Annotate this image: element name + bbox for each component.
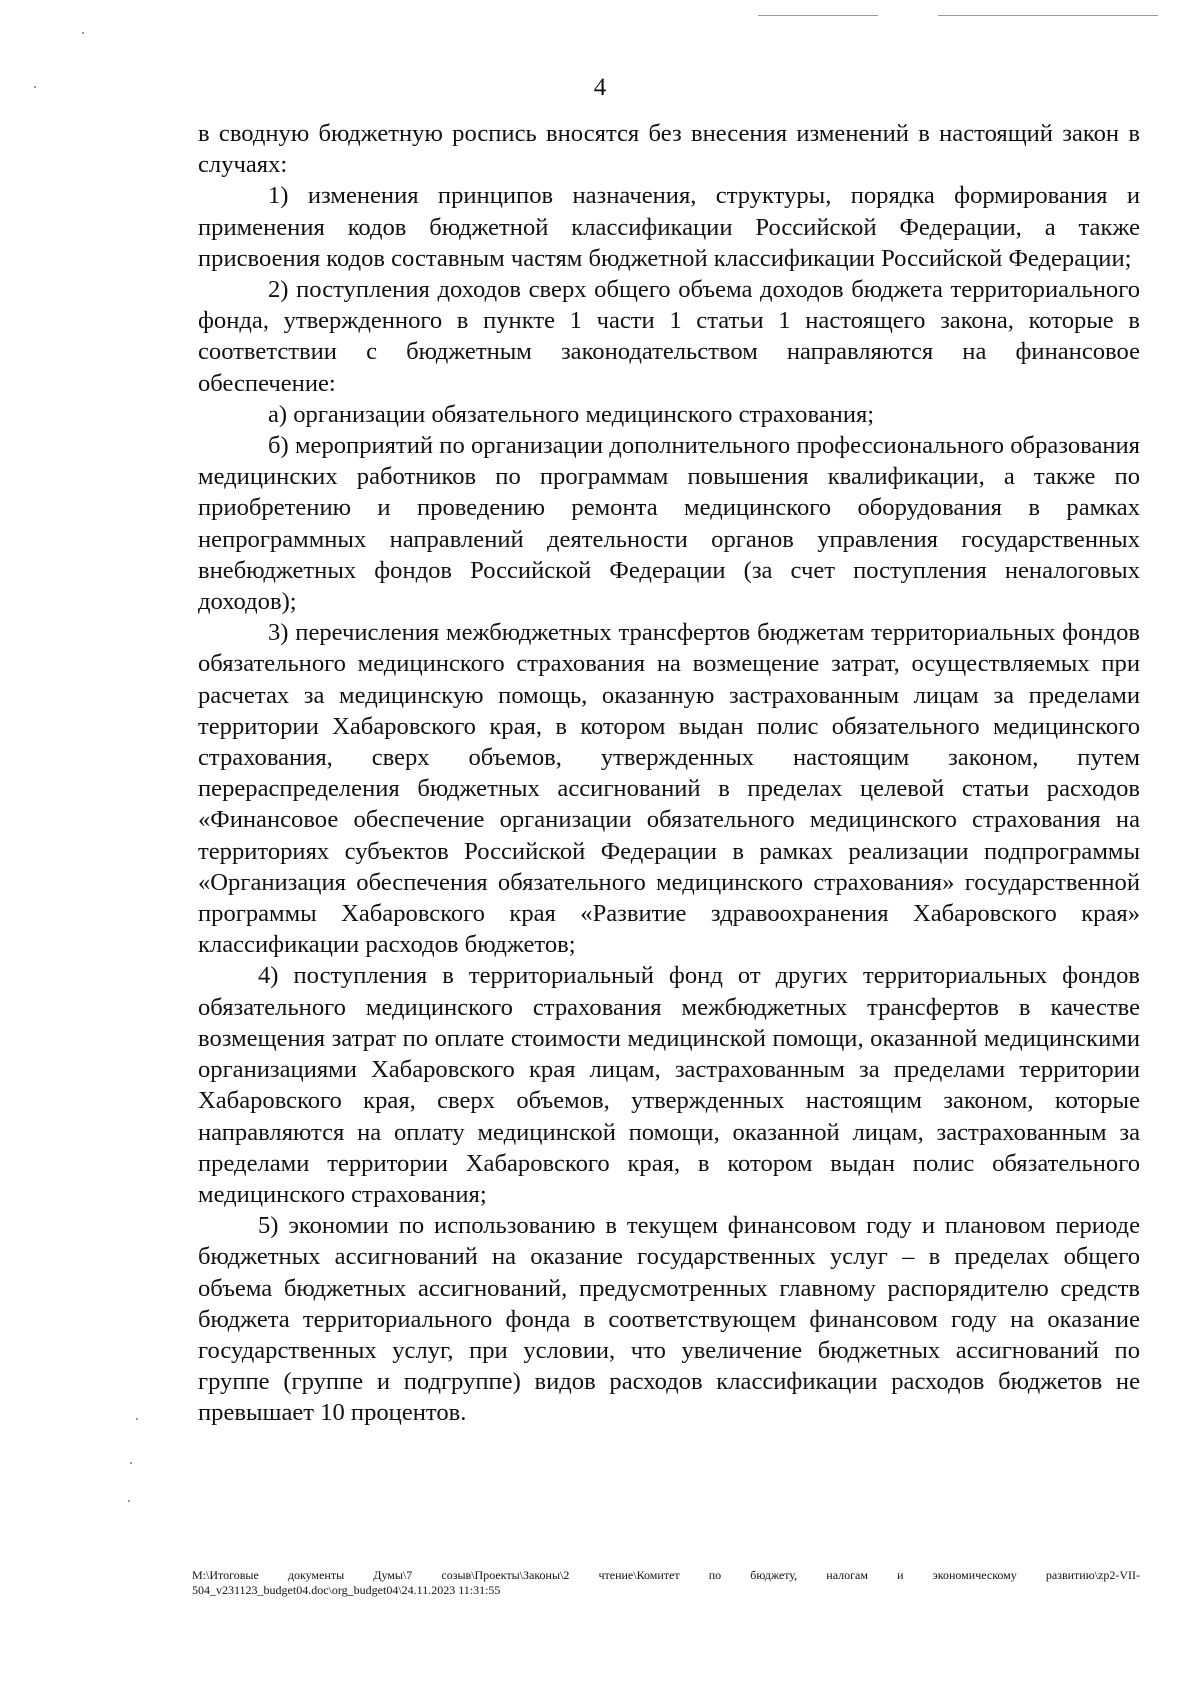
paragraph-item-3: 3) перечисления межбюджетных трансфертов бюджетам территориальных фондов обязательного медицинского страхования на возмещение затрат, осуществляемых при расчетах за медицинскую помощь, оказанную застрахованным лицам за пределами территории Хабаровского края, в котором выдан полис обязательного медицинского страхования, сверх объемов, утвержденных настоящим законом, путем перераспределения бюджетных ассигнований в пределах целевой статьи расходов «Финансовое обеспечение организации обязательного медицинского страхования на территориях субъектов Российской Федерации в рамках реализации подпрограммы «Организация обеспечения обязательного медицинского страхования» государственной программы Хабаровского края «Развитие здравоохранения Хабаровского края» классификации расходов бюджетов; [198,619,1140,959]
paragraph-subitem-b: б) мероприятий по организации дополнительного профессионального образования медицинских работников по программам повышения квалификации, а также по приобретению и проведению ремонта медицинского оборудования в рамках непрограммных направлений деятельности органов управления государственных внебюджетных фондов Российской Федерации (за счет поступления неналоговых доходов); [198,432,1140,616]
paragraph-item-5: 5) экономии по использованию в текущем финансовом году и плановом периоде бюджетных ассигнований на оказание государственных услуг – в пределах общего объема бюджетных ассигнований, предусмотренных главному распорядителю средств бюджета территориального фонда в соответствующем финансовом году на оказание государственных услуг, при условии, что увеличение бюджетных ассигнований по группе (группе и подгруппе) видов расходов классификации расходов бюджетов не превышает 10 процентов. [198,1212,1140,1427]
paragraph-subitem-a: а) организации обязательного медицинского страхования; [268,400,875,428]
scan-artifact-line [758,15,878,16]
paragraph-item-4: 4) поступления в территориальный фонд от других территориальных фондов обязательного медицинского страхования межбюджетных трансфертов в качестве возмещения затрат по оплате стоимости медицинской помощи, оказанной медицинскими организациями Хабаровского края лицам, застрахованным за пределами территории Хабаровского края, сверх объемов, утвержденных настоящим законом, которые направляются на оплату медицинской помощи, оказанной лицам, застрахованным за пределами территории Хабаровского края, в котором выдан полис обязательного медицинского страхования; [198,962,1140,1208]
scan-speck [130,1462,132,1464]
paragraph-item-2: 2) поступления доходов сверх общего объема доходов бюджета территориального фонда, утвержденного в пункте 1 части 1 статьи 1 настоящего закона, которые в соответствии с бюджетным законодательством направляются на финансовое обеспечение: [198,276,1140,397]
scan-artifact-line [938,15,1158,16]
scan-speck [128,1500,130,1502]
page-number: 4 [593,74,607,101]
document-body [198,118,1140,1429]
scan-speck [82,32,84,34]
scan-speck [136,1418,138,1420]
paragraph-item-1: 1) изменения принципов назначения, структуры, порядка формирования и применения кодов бюджетной классификации Российской Федерации, а также присвоения кодов составным частям бюджетной классификации Российской Федерации; [198,182,1140,272]
paragraph-intro: в сводную бюджетную роспись вносятся без внесения изменений в настоящий закон в случаях: [198,120,1140,179]
footer-file-path: M:\Итоговые документы Думы\7 созыв\Проекты\Законы\2 чтение\Комитет по бюджету, налогам и экономическому развитию\zp2-VII-504_v231123_budget04.doc\org_budget04\24.11.2023 11:31:55 [192,1568,1140,1597]
